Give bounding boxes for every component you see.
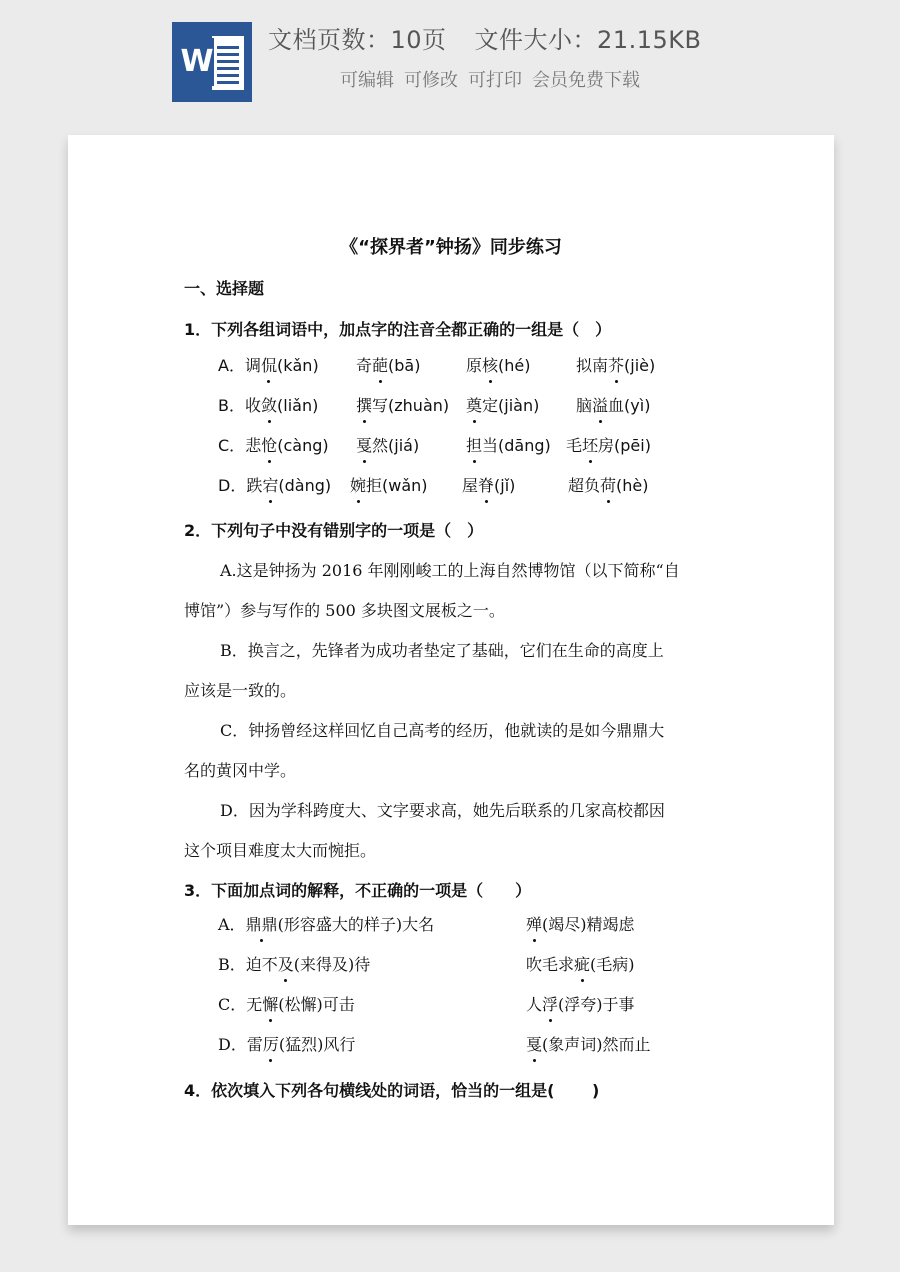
download-header [0, 0, 900, 120]
q1-option-a: A．调侃(kǎn) [218, 353, 319, 376]
q1-option-d-word2: 婉拒(wǎn) [350, 473, 428, 496]
q2-option-c-line1: C．钟扬曾经这样回忆自己高考的经历，他就读的是如今鼎鼎大 [220, 721, 665, 740]
q2-option-b-line2: 应该是一致的。 [184, 681, 297, 700]
q3-option-b-right: 吹毛求疵(毛病) [526, 952, 635, 975]
q3-option-a-left: A．鼎鼎(形容盛大的样子)大名 [218, 912, 434, 935]
feature-printable: 可打印 [468, 70, 522, 91]
feature-modifiable: 可修改 [404, 70, 458, 91]
q1-option-a-word4: 拟南芥(jiè) [576, 353, 655, 376]
q2-option-d-line1: D．因为学科跨度大、文字要求高，她先后联系的几家高校都因 [220, 801, 665, 820]
q1-option-b-word2: 撰写(zhuàn) [356, 393, 449, 416]
q1-option-c-word3: 担当(dāng) [466, 433, 551, 456]
q1-option-a-word3: 原核(hé) [466, 353, 531, 376]
q1-option-c-word4: 毛坯房(pēi) [566, 433, 651, 456]
question-3-stem: 3．下面加点词的解释，不正确的一项是（ ） [184, 881, 532, 900]
q3-option-d-right: 戛(象声词)然而止 [526, 1032, 651, 1055]
q2-option-b-line1: B．换言之，先锋者为成功者垫定了基础，它们在生命的高度上 [220, 641, 664, 660]
file-info [268, 20, 748, 55]
q1-option-d-word3: 屋脊(jǐ) [462, 473, 515, 496]
q3-option-c-left: C．无懈(松懈)可击 [218, 992, 355, 1015]
q2-option-a-line2: 博馆”）参与写作的 500 多块图文展板之一。 [184, 601, 505, 620]
q3-option-d-left: D．雷厉(猛烈)风行 [218, 1032, 355, 1055]
q2-option-c-line2: 名的黄冈中学。 [184, 761, 297, 780]
feature-editable: 可编辑 [340, 70, 394, 91]
q3-option-c-right: 人浮(浮夸)于事 [526, 992, 635, 1015]
q1-option-b: B．收敛(liǎn) [218, 393, 318, 416]
question-2-stem: 2．下列句子中没有错别字的一项是（ ） [184, 521, 484, 540]
question-4-stem: 4．依次填入下列各句横线处的词语，恰当的一组是( ) [184, 1081, 600, 1100]
q1-option-d-word4: 超负荷(hè) [568, 473, 649, 496]
word-document-icon [172, 22, 252, 102]
section-heading: 一、选择题 [184, 279, 265, 298]
q2-option-d-line2: 这个项目难度太大而惋拒。 [184, 841, 377, 860]
q1-option-d: D．跌宕(dàng) [218, 473, 331, 496]
document-page [68, 135, 834, 1225]
q1-option-b-word3: 奠定(jiàn) [466, 393, 539, 416]
q1-option-b-word4: 脑溢血(yì) [576, 393, 650, 416]
feature-list [340, 66, 720, 92]
file-size: 文件大小：21.15KB [474, 26, 702, 54]
q3-option-a-right: 殚(竭尽)精竭虑 [526, 912, 635, 935]
q3-option-b-left: B．迫不及(来得及)待 [218, 952, 370, 975]
question-1-stem: 1．下列各组词语中，加点字的注音全都正确的一组是（ ） [184, 320, 612, 339]
document-title: 《“探界者”钟扬》同步练习 [340, 237, 562, 258]
q1-option-a-word2: 奇葩(bā) [356, 353, 420, 376]
q1-option-c: C．悲怆(càng) [218, 433, 329, 456]
page-count: 文档页数：10页 [268, 26, 447, 54]
document-sheet [212, 36, 244, 90]
word-letter: W [180, 38, 214, 86]
q1-option-c-word2: 戛然(jiá) [356, 433, 419, 456]
q2-option-a-line1: A.这是钟扬为 2016 年刚刚峻工的上海自然博物馆（以下简称“自 [220, 561, 680, 580]
feature-free-download: 会员免费下载 [532, 70, 640, 91]
